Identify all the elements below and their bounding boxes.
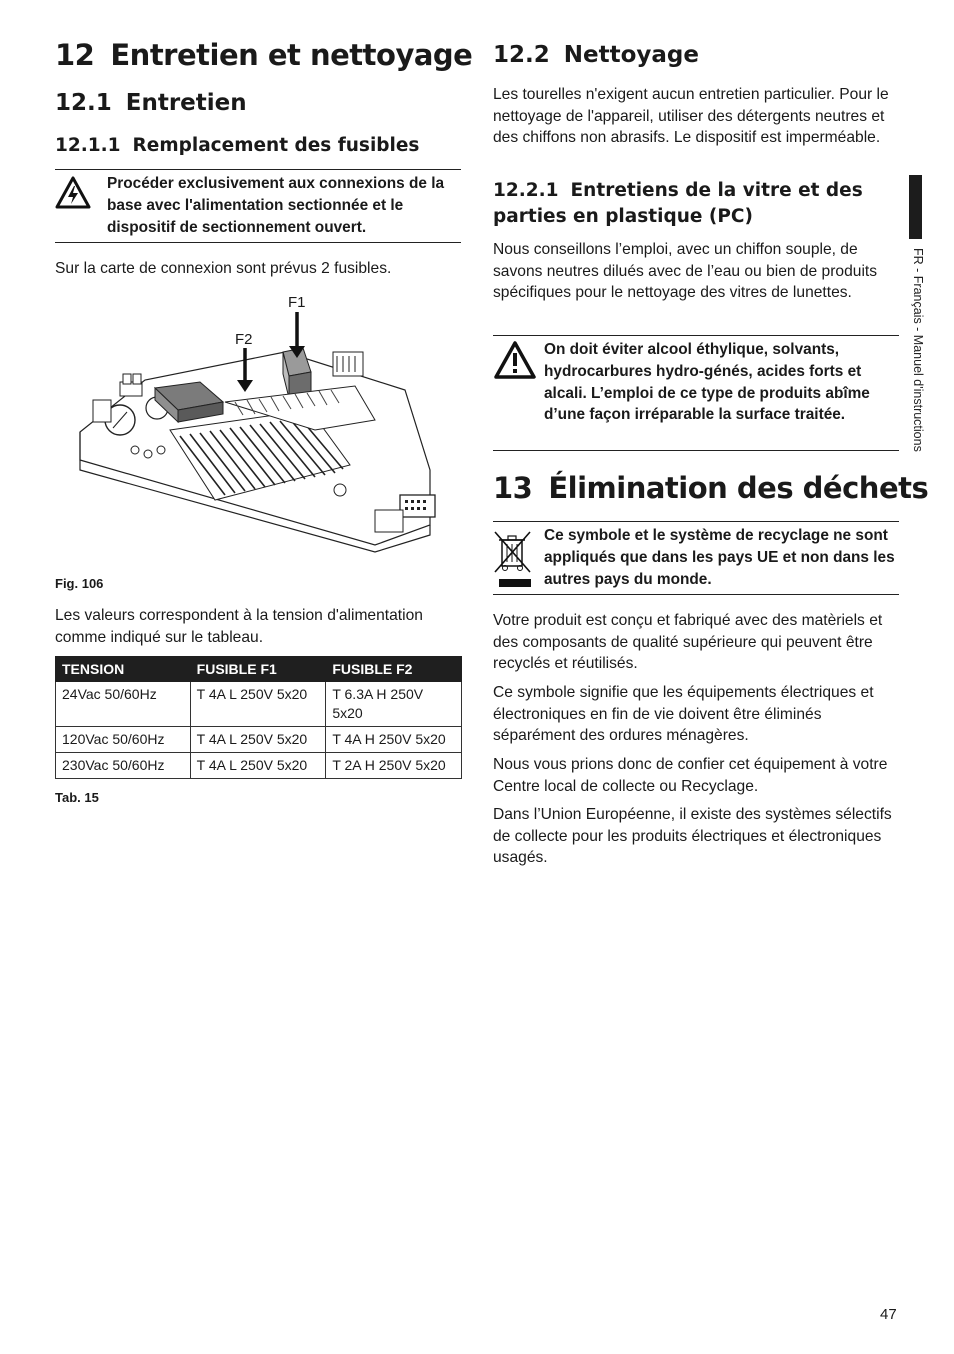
- table-cell: T 4A L 250V 5x20: [190, 753, 326, 779]
- weee-note-box: [493, 521, 899, 595]
- table-cell: T 2A H 250V 5x20: [326, 753, 462, 779]
- warning-text: On doit éviter alcool éthylique, solvants, hydrocarbures hydro-génés, acides forts et alcali. L’emploi de ce type de produits abîme d’une façon irréparable la surface traitée.: [544, 341, 870, 424]
- section-title-line1: Entretiens de la vitre et des: [570, 180, 863, 201]
- weee-bin-icon: [493, 528, 535, 593]
- chapter-12-heading: [55, 38, 472, 72]
- electric-hazard-icon: [55, 176, 91, 215]
- section-12-1-1-heading: [55, 133, 419, 159]
- page-number: 47: [880, 1306, 897, 1323]
- fuses-intro: Sur la carte de connexion sont prévus 2 fusibles.: [55, 260, 392, 277]
- chapter-title: Entretien et nettoyage: [110, 38, 473, 72]
- table-header: FUSIBLE F1: [190, 657, 326, 682]
- section-number: 12.1: [55, 90, 112, 116]
- table-header: FUSIBLE F2: [326, 657, 462, 682]
- section-title: Entretien: [125, 90, 247, 116]
- table-cell: 120Vac 50/60Hz: [56, 727, 191, 753]
- section-title-line2: parties en plastique (PC): [493, 206, 753, 227]
- section-title: Remplacement des fusibles: [132, 135, 420, 156]
- table-header: TENSION: [56, 657, 191, 682]
- section-12-2-heading: [493, 42, 699, 68]
- table-header-row: [56, 657, 462, 682]
- table-cell: 230Vac 50/60Hz: [56, 753, 191, 779]
- chapter-title: Élimination des déchets: [548, 471, 929, 505]
- weee-note-text: Ce symbole et le système de recyclage ne sont appliqués que dans les pays UE et non dans les autres pays du monde.: [544, 527, 895, 588]
- table-cell: T 4A H 250V 5x20: [326, 727, 462, 753]
- warning-box-chemicals: [493, 335, 899, 451]
- figure-caption: Fig. 106: [55, 576, 104, 591]
- warning-box-electric: [55, 169, 461, 243]
- warning-text: Procéder exclusivement aux connexions de la base avec l'alimentation sectionnée et le dispositif de sectionnement ouvert.: [107, 175, 445, 236]
- chapter-number: 12: [55, 38, 95, 72]
- paragraph: Nous vous prions donc de confier cet équipement à votre Centre local de collecte ou Recyclage.: [493, 756, 888, 795]
- label-f2: F2: [235, 331, 253, 348]
- table-row: [56, 727, 462, 753]
- values-text: Les valeurs correspondent à la tension d'alimentation comme indiqué sur le tableau.: [55, 607, 423, 646]
- section-number: 12.2: [493, 42, 550, 68]
- table-row: [56, 682, 462, 727]
- section-12-1-heading: [55, 90, 247, 116]
- paragraph: Ce symbole signifie que les équipements électriques et électroniques en fin de vie doivent être éliminés séparément des ordures ménagères.: [493, 684, 874, 745]
- paragraph: Votre produit est conçu et fabriqué avec des matèriels et des composants de qualité supérieure qui peuvent être recyclés et réutilisés.: [493, 612, 883, 673]
- section-title: Nettoyage: [563, 42, 699, 68]
- table-cell: 24Vac 50/60Hz: [56, 682, 191, 727]
- section-number: 12.1.1: [55, 135, 121, 156]
- warning-icon: [493, 340, 537, 385]
- fuse-table: [55, 656, 462, 779]
- chapter-13-heading: [493, 471, 928, 505]
- table-cell: T 4A L 250V 5x20: [190, 727, 326, 753]
- section-number: 12.2.1: [493, 180, 559, 201]
- paragraph: Dans l’Union Européenne, il existe des systèmes sélectifs de collecte pour les produits électriques et électroniques usagés.: [493, 806, 892, 867]
- section-12-2-1-heading: [493, 178, 899, 230]
- table-row: [56, 753, 462, 779]
- table-cell: T 4A L 250V 5x20: [190, 682, 326, 727]
- nettoyage-text: Les tourelles n'exigent aucun entretien particulier. Pour le nettoyage de l'appareil, utiliser des détergents neutres et des chiffons non abrasifs. Le dispositif est imperméable.: [493, 86, 889, 147]
- circuit-board-figure: [75, 290, 465, 565]
- language-tab-text: FR - Français - Manuel d'instructions: [911, 248, 925, 452]
- vitre-text: Nous conseillons l’emploi, avec un chiffon souple, de savons neutres dilués avec de l’eau ou bien de produits spécifiques pour le nettoyage des vitres de lunettes.: [493, 241, 878, 302]
- table-cell: T 6.3A H 250V 5x20: [326, 682, 462, 727]
- chapter-number: 13: [493, 471, 533, 505]
- language-tab-marker: [909, 175, 922, 239]
- table-caption: Tab. 15: [55, 790, 99, 805]
- label-f1: F1: [288, 294, 306, 311]
